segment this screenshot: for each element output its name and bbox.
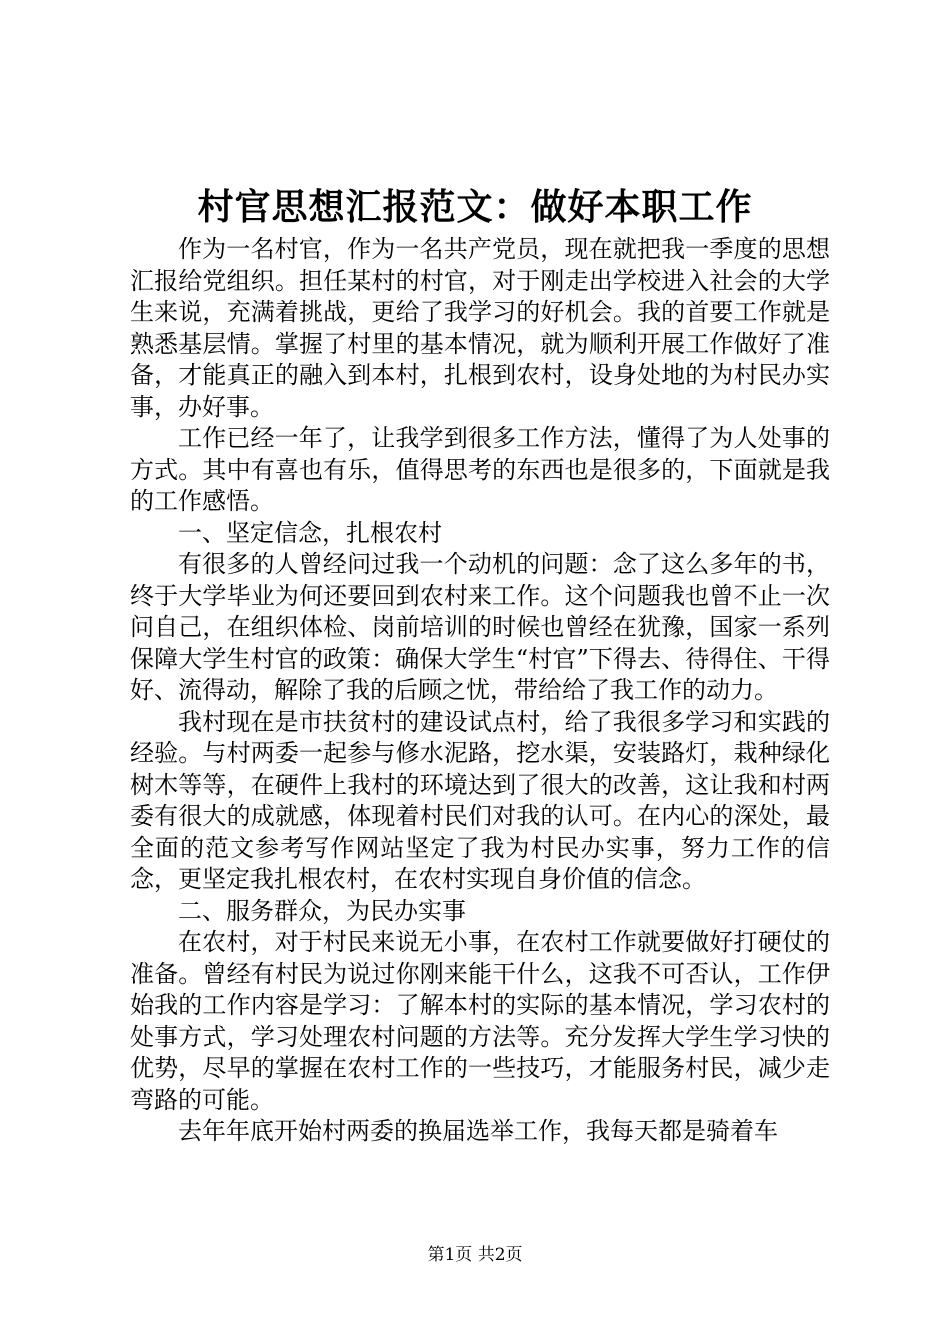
paragraph: 有很多的人曾经问过我一个动机的问题：念了这么多年的书，终于大学毕业为何还要回到农村来工作。这个问题我也曾不止一次问自己，在组织体检、岗前培训的时候也曾经在犹豫，国家一系列保障大学生村官的政策：确保大学生“村官”下得去、待得住、干得好、流得动，解除了我的后顾之忧，带给给了我工作的动力。 [130, 550, 830, 704]
section-heading: 二、服务群众，为民办实事 [178, 896, 466, 925]
section-heading: 一、坚定信念，扎根农村 [178, 518, 442, 547]
paragraph: 工作已经一年了，让我学到很多工作方法，懂得了为人处事的方式。其中有喜也有乐，值得思考的东西也是很多的，下面就是我的工作感悟。 [130, 424, 830, 515]
document-title: 村官思想汇报范文：做好本职工作 [197, 186, 753, 228]
paragraph: 去年年底开始村两委的换届选举工作，我每天都是骑着车 [178, 1117, 778, 1145]
paragraph: 我村现在是市扶贫村的建设试点村，给了我很多学习和实践的经验。与村两委一起参与修水泥路，挖水渠，安装路灯，栽种绿化树木等等，在硬件上我村的环境达到了很大的改善，这让我和村两委有很大的成就感，体现着村民们对我的认可。在内心的深处，最全面的范文参考写作网站坚定了我为村民办实事，努力工作的信念，更坚定我扎根农村，在农村实现自身价值的信念。 [130, 707, 830, 893]
paragraph: 在农村，对于村民来说无小事，在农村工作就要做好打硬仗的准备。曾经有村民为说过你刚来能干什么，这我不可否认，工作伊始我的工作内容是学习：了解本村的实际的基本情况，学习农村的处事方式，学习处理农村问题的方法等。充分发挥大学生学习快的优势，尽早的掌握在农村工作的一些技巧，才能服务村民，减少走弯路的可能。 [130, 928, 830, 1114]
paragraph: 作为一名村官，作为一名共产党员，现在就把我一季度的思想汇报给党组织。担任某村的村官，对于刚走出学校进入社会的大学生来说，充满着挑战，更给了我学习的好机会。我的首要工作就是熟悉基层情。掌握了村里的基本情况，就为顺利开展工作做好了准备，才能真正的融入到本村，扎根到农村，设身处地的为村民办实事，办好事。 [130, 235, 830, 421]
page-footer: 第1页 共2页 [427, 1245, 523, 1265]
document-body [130, 234, 830, 1148]
